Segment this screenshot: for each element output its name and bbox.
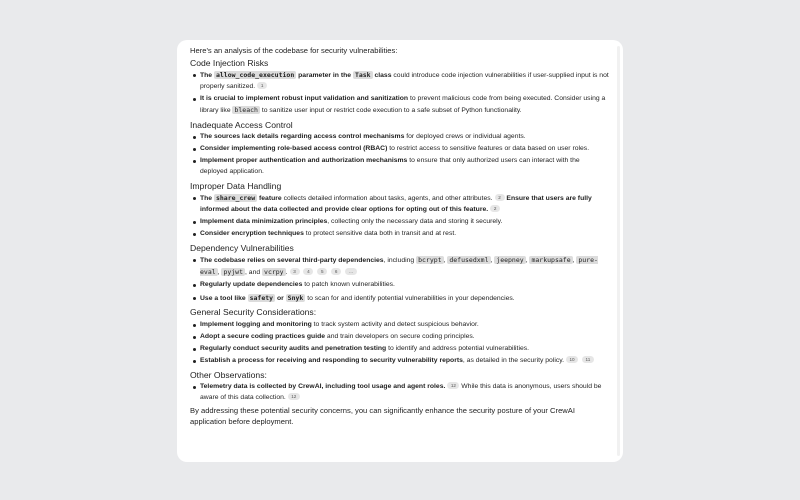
citation-badge[interactable]: 11: [582, 356, 594, 363]
bullet-list: [190, 70, 609, 117]
bold-text: The sources lack details regarding access control mechanisms: [200, 133, 405, 141]
body-text: , as detailed in the security policy.: [462, 356, 565, 364]
body-text: to prevent malicious code from being executed. Consider using a library like: [200, 95, 606, 114]
body-text: for deployed crews or individual agents.: [404, 133, 526, 141]
body-text: to scan for and identify potential vulnerabilities in your dependencies.: [305, 294, 515, 302]
inline-code: allow_code_execution: [215, 71, 295, 79]
body-text: to sanitize user input or restrict code execution to a safe subset of Python functionality.: [259, 106, 522, 114]
bold-text: Establish a process for receiving and responding to security vulnerability reports: [200, 356, 463, 364]
section-heading: Other Observations:: [190, 369, 267, 380]
citation-badge[interactable]: 1: [257, 82, 267, 89]
bold-text: parameter in the: [296, 72, 353, 79]
bold-text: [214, 195, 257, 202]
bold-text: Regularly conduct security audits and penetration testing: [200, 344, 387, 352]
list-item: [190, 132, 609, 143]
citation-badge[interactable]: 2: [495, 194, 505, 201]
bold-text: Regularly update dependencies: [200, 281, 303, 289]
citation-badge[interactable]: ...: [345, 268, 357, 275]
bold-text: [214, 72, 296, 79]
bold-text: [353, 72, 373, 79]
bold-text: [248, 295, 275, 302]
bold-text: feature: [257, 195, 282, 203]
list-item: [190, 356, 609, 367]
section-heading: General Security Considerations:: [190, 307, 317, 318]
bold-text: Use a tool like: [200, 294, 248, 302]
body-text: to ensure that only authorized users can interact with the deployed application.: [200, 157, 580, 176]
bold-text: Telemetry data is collected by CrewAI, including tool usage and agent roles.: [200, 383, 446, 391]
body-text: ,: [217, 269, 222, 277]
citation-badge[interactable]: 10: [566, 356, 578, 363]
body-text: and train developers on secure coding principles.: [325, 332, 475, 340]
bold-text: Consider implementing role-based access control (RBAC): [200, 145, 388, 153]
body-text: While this data is anonymous, users should be aware of this data collection.: [200, 383, 602, 401]
list-item: [190, 332, 609, 343]
body-text: to track system activity and detect suspicious behavior.: [311, 320, 479, 328]
citation-badge[interactable]: 4: [303, 268, 313, 275]
list-item: [190, 156, 609, 178]
citation-badge[interactable]: 2: [490, 205, 500, 212]
chat-response-card: [177, 40, 623, 462]
list-item: [190, 280, 609, 291]
body-text: ,: [525, 257, 530, 265]
body-text: , including: [383, 257, 417, 265]
scrollbar[interactable]: [617, 46, 620, 456]
bullet-list: [190, 382, 609, 404]
body-text: ,: [572, 257, 577, 265]
bold-text: Implement logging and monitoring: [200, 320, 312, 328]
citation-badge[interactable]: 12: [447, 382, 459, 389]
body-text: to protect sensitive data both in transit and at rest.: [303, 230, 457, 238]
bold-text: or: [275, 294, 286, 302]
section-heading: Inadequate Access Control: [190, 119, 293, 130]
inline-code: pure-eval: [200, 256, 598, 277]
bold-text: Consider encryption techniques: [200, 230, 304, 238]
section-heading: Dependency Vulnerabilities: [190, 243, 294, 254]
list-item: [190, 320, 609, 331]
section-heading: Improper Data Handling: [190, 181, 282, 192]
outro-text: By addressing these potential security concerns, you can significantly enhance the security posture of your CrewAI application before deployment.: [190, 405, 575, 426]
inline-code: defusedxml: [449, 256, 489, 265]
bold-text: Implement proper authentication and authorization mechanisms: [200, 157, 408, 165]
body-text: ,: [490, 257, 495, 265]
list-item: [190, 255, 609, 279]
section-heading: Code Injection Risks: [190, 57, 269, 68]
bold-text: Adopt a secure coding practices guide: [200, 332, 326, 340]
citation-badge[interactable]: 5: [317, 268, 327, 275]
body-text: ,: [443, 257, 448, 265]
bold-text: [286, 295, 306, 302]
bold-text: It is crucial to implement robust input validation and sanitization: [200, 95, 409, 102]
inline-code: markupsafe: [531, 256, 571, 265]
list-item: [190, 70, 609, 93]
bullet-list: [190, 132, 609, 178]
inline-code: bcrypt: [418, 256, 442, 265]
body-text: to restrict access to sensitive features or data based on user roles.: [387, 145, 590, 153]
inline-code: safety: [249, 293, 274, 302]
bullet-list: [190, 193, 609, 240]
list-item: [190, 382, 609, 404]
list-item: [190, 193, 609, 216]
body-text: could introduce code injection vulnerabilities if user-supplied input is not properly sanitized.: [200, 72, 609, 90]
bold-text: The codebase relies on several third-party dependencies: [200, 257, 384, 265]
bold-text: The: [200, 195, 214, 203]
bold-text: class: [372, 72, 392, 79]
body-text: , and: [245, 269, 263, 277]
inline-code: bleach: [234, 105, 258, 114]
list-item: [190, 293, 609, 305]
body-text: to identify and address potential vulnerabilities.: [386, 344, 530, 352]
list-item: [190, 144, 609, 155]
bullet-list: [190, 255, 609, 304]
citation-badge[interactable]: 6: [331, 268, 341, 275]
inline-code: share_crew: [215, 194, 256, 203]
bold-text: The: [200, 72, 214, 79]
body-text: , collecting only the necessary data and storing it securely.: [327, 218, 503, 226]
bold-text: Ensure that users are fully informed about the data collected and provide clear options for opting out of this feature.: [200, 195, 592, 214]
inline-code: Snyk: [287, 293, 304, 302]
list-item: [190, 229, 609, 240]
citation-badge[interactable]: 3: [290, 268, 300, 275]
bullet-list: [190, 320, 609, 367]
body-text: to patch known vulnerabilities.: [302, 281, 395, 289]
sections-container: [190, 57, 609, 404]
inline-code: vcrpy: [264, 268, 284, 277]
bold-text: Implement data minimization principles: [200, 218, 328, 226]
list-item: [190, 217, 609, 228]
inline-code: jeepney: [496, 256, 524, 265]
intro-text: Here's an analysis of the codebase for security vulnerabilities:: [190, 46, 398, 55]
citation-badge[interactable]: 12: [288, 393, 300, 400]
body-text: collects detailed information about tasks, agents, and other attributes.: [281, 195, 493, 203]
inline-code: pyjwt: [223, 268, 244, 277]
inline-code: Task: [354, 71, 371, 79]
list-item: [190, 344, 609, 355]
body-text: .: [285, 269, 288, 277]
list-item: [190, 94, 609, 117]
